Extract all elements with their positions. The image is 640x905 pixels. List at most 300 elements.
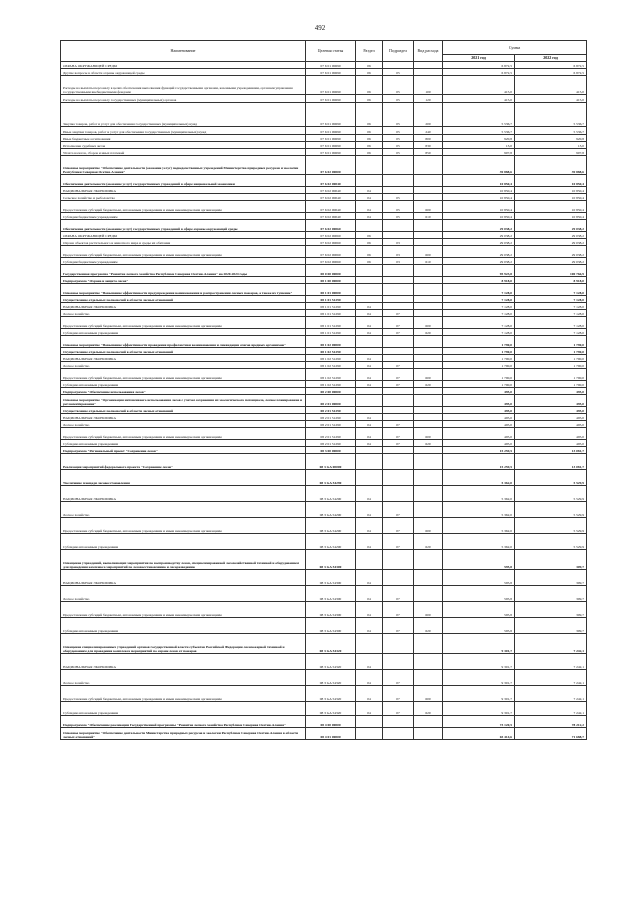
row-target-article: 07 6 02 00060 [306, 246, 356, 258]
row-name: Субсидии бюджетным учреждениям [61, 213, 306, 220]
row-name: Осуществление отдельных полномочий в области лесных отношений [61, 407, 306, 414]
row-section: 04 [356, 187, 383, 194]
row-sum-2022: 29 038,2 [515, 258, 587, 265]
row-expense-type: 620 [414, 329, 443, 336]
row-expense-type [414, 550, 443, 570]
row-expense-type [414, 414, 443, 421]
row-subsection [383, 187, 414, 194]
row-section: 04 [356, 310, 383, 317]
row-expense-type: 610 [414, 258, 443, 265]
row-sum-2022: 1 790,0 [515, 362, 587, 369]
row-section: 06 [356, 127, 383, 135]
row-target-article: 08 3 GA 00000 [306, 454, 356, 470]
row-expense-type [414, 303, 443, 310]
row-target-article: 08 1 02 51290 [306, 355, 356, 362]
row-subsection [383, 277, 414, 284]
row-target-article: 08 3 GA 54290 [306, 534, 356, 550]
row-expense-type [414, 156, 443, 175]
row-sum-2021: 8 918,0 [443, 277, 515, 284]
row-subsection: 07 [383, 602, 414, 618]
row-section [356, 454, 383, 470]
row-sum-2022: 39 888,6 [515, 156, 587, 175]
row-sum-2022: 6 872,5 [515, 69, 587, 76]
row-sum-2021: 15 259,5 [443, 454, 515, 470]
row-subsection [383, 175, 414, 187]
row-expense-type [414, 62, 443, 69]
row-sum-2022: 10 850,4 [515, 213, 587, 220]
table-row [61, 156, 587, 175]
row-sum-2021: 5 536,7 [443, 103, 515, 127]
row-target-article: 07 6 02 00060 [306, 239, 356, 246]
row-section: 04 [356, 421, 383, 428]
table-row [61, 277, 587, 284]
table-row [61, 454, 587, 470]
table-row [61, 421, 587, 428]
table-row [61, 654, 587, 670]
row-subsection: 07 [383, 518, 414, 534]
row-sum-2022: 1 790,0 [515, 355, 587, 362]
row-expense-type [414, 502, 443, 518]
row-section: 06 [356, 95, 383, 103]
row-name: Подпрограмма "Региональный проект "Сохранение лесов" [61, 447, 306, 454]
table-row [61, 258, 587, 265]
table-row [61, 69, 587, 76]
row-target-article: 08 1 02 51290 [306, 381, 356, 388]
row-target-article: 07 6 02 00040 [306, 213, 356, 220]
table-row [61, 239, 587, 246]
table-row [61, 447, 587, 454]
row-name: Субсидии автономным учреждениям [61, 381, 306, 388]
table-row [61, 265, 587, 277]
table-row [61, 232, 587, 239]
row-name: Реализация мероприятий федерального проекта "Сохранение лесов" [61, 454, 306, 470]
row-target-article: 08 3 GA 54320 [306, 654, 356, 670]
row-section: 04 [356, 414, 383, 421]
row-sum-2022: 29 038,2 [515, 232, 587, 239]
row-sum-2021: 1 790,0 [443, 355, 515, 362]
row-section [356, 265, 383, 277]
row-sum-2022: 5 529,9 [515, 470, 587, 486]
row-sum-2022: 7 242,1 [515, 702, 587, 716]
row-sum-2022: 10 850,4 [515, 194, 587, 201]
row-sum-2021: 7 128,0 [443, 329, 515, 336]
row-expense-type [414, 654, 443, 670]
row-expense-type [414, 486, 443, 502]
row-target-article: 07 6 01 00690 [306, 127, 356, 135]
row-name: Подпрограмма "Обеспечение использования лесов" [61, 388, 306, 395]
row-subsection: 07 [383, 670, 414, 686]
row-sum-2021: 29 038,2 [443, 246, 515, 258]
row-section [356, 220, 383, 232]
header-subsection: Подраздел [383, 41, 414, 62]
row-sum-2022: 8 918,0 [515, 277, 587, 284]
row-sum-2022: 495,0 [515, 440, 587, 447]
table-row [61, 175, 587, 187]
row-target-article: 08 0 00 00000 [306, 265, 356, 277]
row-name: Иные бюджетные ассигнования [61, 135, 306, 142]
row-sum-2021: 7 128,0 [443, 284, 515, 296]
row-subsection: 07 [383, 686, 414, 702]
row-sum-2021: 595,8 [443, 550, 515, 570]
row-name: Основное мероприятие "Обеспечение деятельности Министерства природных ресурсов и экологии Республики Северная Осетия-Алания в области лесных отношений" [61, 728, 306, 740]
row-sum-2021: 415,0 [443, 95, 515, 103]
row-target-article: 07 6 01 00690 [306, 135, 356, 142]
row-target-article: 08 1 02 00000 [306, 336, 356, 348]
header-name: Наименование [61, 41, 306, 62]
row-target-article: 08 3 GA 54300 [306, 602, 356, 618]
row-section: 04 [356, 369, 383, 381]
row-section: 06 [356, 62, 383, 69]
row-name: Расходы на выплаты персоналу государственных (муниципальных) органов [61, 95, 306, 103]
row-target-article: 07 6 01 00690 [306, 142, 356, 149]
row-name: Сельское хозяйство и рыболовство [61, 194, 306, 201]
row-section [356, 395, 383, 407]
row-expense-type: 830 [414, 142, 443, 149]
row-target-article: 08 3 GA 54290 [306, 518, 356, 534]
row-expense-type [414, 470, 443, 486]
row-sum-2022: 1 790,0 [515, 369, 587, 381]
row-expense-type [414, 362, 443, 369]
row-sum-2021: 495,0 [443, 407, 515, 414]
row-subsection: 07 [383, 421, 414, 428]
row-subsection: 05 [383, 127, 414, 135]
row-sum-2021: 65 414,6 [443, 728, 515, 740]
row-section: 06 [356, 69, 383, 76]
row-subsection: 05 [383, 213, 414, 220]
row-sum-2022: 29 038,2 [515, 220, 587, 232]
table-row [61, 194, 587, 201]
row-target-article: 08 1 01 00000 [306, 284, 356, 296]
table-row [61, 670, 587, 686]
row-sum-2021: 13,0 [443, 142, 515, 149]
row-sum-2021: 495,0 [443, 440, 515, 447]
row-expense-type [414, 447, 443, 454]
row-target-article: 07 6 01 00690 [306, 62, 356, 69]
row-sum-2022: 415,0 [515, 76, 587, 95]
table-row [61, 716, 587, 728]
row-expense-type: 620 [414, 702, 443, 716]
row-target-article: 07 6 02 00060 [306, 232, 356, 239]
table-body [61, 62, 587, 740]
row-expense-type [414, 220, 443, 232]
row-target-article: 08 2 01 51290 [306, 440, 356, 447]
row-expense-type: 120 [414, 95, 443, 103]
header-expense-type: Вид расхода [414, 41, 443, 62]
row-sum-2022: 495,0 [515, 407, 587, 414]
row-name: Предоставление субсидий бюджетным, автономным учреждениям и иным некоммерческим организациям [61, 317, 306, 329]
row-target-article: 08 2 01 51290 [306, 407, 356, 414]
row-name: НАЦИОНАЛЬНАЯ ЭКОНОМИКА [61, 187, 306, 194]
row-name: Исполнение судебных актов [61, 142, 306, 149]
row-expense-type [414, 310, 443, 317]
row-sum-2021: 10 850,4 [443, 213, 515, 220]
row-expense-type [414, 175, 443, 187]
row-sum-2021: 10 850,4 [443, 175, 515, 187]
row-expense-type: 620 [414, 381, 443, 388]
row-expense-type: 610 [414, 213, 443, 220]
table-row [61, 728, 587, 740]
row-target-article: 08 2 01 51290 [306, 414, 356, 421]
row-name: НАЦИОНАЛЬНАЯ ЭКОНОМИКА [61, 570, 306, 586]
table-row [61, 246, 587, 258]
row-sum-2022: 5 536,7 [515, 127, 587, 135]
row-section [356, 716, 383, 728]
row-target-article: 08 4 00 00000 [306, 716, 356, 728]
row-sum-2021: 9 301,7 [443, 702, 515, 716]
row-subsection [383, 728, 414, 740]
row-expense-type: 600 [414, 686, 443, 702]
table-row [61, 127, 587, 135]
row-sum-2022: 13 081,7 [515, 454, 587, 470]
row-section: 06 [356, 239, 383, 246]
row-target-article: 08 2 01 51290 [306, 421, 356, 428]
row-target-article: 08 3 GA 54290 [306, 486, 356, 502]
row-expense-type [414, 716, 443, 728]
row-sum-2021: 39 888,6 [443, 156, 515, 175]
row-expense-type [414, 355, 443, 362]
row-subsection [383, 407, 414, 414]
row-sum-2022: 10 850,4 [515, 175, 587, 187]
row-name: Подпрограмма "Обеспечение реализации Государственной программы "Развитие лесного хозяйства Республики Северная Осетия-Алания" [61, 716, 306, 728]
row-subsection: 03 [383, 246, 414, 258]
row-name: Предоставление субсидий бюджетным, автономным учреждениям и иным некоммерческим организациям [61, 518, 306, 534]
row-subsection: 03 [383, 239, 414, 246]
table-row [61, 76, 587, 95]
row-sum-2021: 9 301,7 [443, 654, 515, 670]
row-subsection [383, 348, 414, 355]
row-sum-2022: 309,7 [515, 586, 587, 602]
row-subsection [383, 284, 414, 296]
row-section: 04 [356, 486, 383, 502]
row-expense-type [414, 670, 443, 686]
table-row [61, 381, 587, 388]
row-target-article: 08 1 02 51290 [306, 348, 356, 355]
row-sum-2022: 7 128,0 [515, 329, 587, 336]
row-section: 04 [356, 381, 383, 388]
row-sum-2021: 595,8 [443, 602, 515, 618]
row-subsection [383, 62, 414, 69]
row-name: Субсидии автономным учреждениям [61, 618, 306, 634]
row-sum-2022: 495,0 [515, 414, 587, 421]
table-row [61, 303, 587, 310]
row-subsection [383, 570, 414, 586]
row-sum-2022: 7 242,1 [515, 634, 587, 654]
row-name: Лесное хозяйство [61, 670, 306, 686]
row-subsection: 07 [383, 310, 414, 317]
row-section: 04 [356, 618, 383, 634]
row-expense-type: 620 [414, 534, 443, 550]
row-sum-2022: 1 790,0 [515, 336, 587, 348]
row-sum-2022: 495,0 [515, 428, 587, 440]
row-subsection [383, 395, 414, 407]
row-subsection [383, 220, 414, 232]
row-expense-type [414, 239, 443, 246]
table-row [61, 201, 587, 213]
row-subsection [383, 265, 414, 277]
row-section [356, 296, 383, 303]
row-target-article: 08 2 01 00000 [306, 395, 356, 407]
row-section [356, 277, 383, 284]
row-name: Предоставление субсидий бюджетным, автономным учреждениям и иным некоммерческим организациям [61, 602, 306, 618]
row-name: Лесное хозяйство [61, 586, 306, 602]
table-row [61, 348, 587, 355]
row-target-article: 08 1 01 51290 [306, 329, 356, 336]
row-sum-2021: 5 362,0 [443, 502, 515, 518]
row-name: Субсидии автономным учреждениям [61, 440, 306, 447]
row-target-article: 08 3 GA 54290 [306, 502, 356, 518]
row-expense-type [414, 265, 443, 277]
row-name: Расходы на выплаты персоналу в целях обеспечения выполнения функций государственными органами, казенными учреждениями, органами управления государственными внебюджетными фондами [61, 76, 306, 95]
row-name: ОХРАНА ОКРУЖАЮЩЕЙ СРЕДЫ [61, 62, 306, 69]
row-sum-2021: 29 038,2 [443, 232, 515, 239]
row-expense-type: 200 [414, 103, 443, 127]
row-sum-2021: 7 128,0 [443, 310, 515, 317]
row-subsection [383, 454, 414, 470]
budget-table [60, 40, 587, 740]
table-row [61, 602, 587, 618]
table-row [61, 95, 587, 103]
row-sum-2022: 29 038,2 [515, 246, 587, 258]
row-name: Уплата налогов, сборов и иных платежей [61, 149, 306, 156]
row-subsection [383, 232, 414, 239]
row-section: 06 [356, 246, 383, 258]
row-subsection [383, 486, 414, 502]
row-name: Охрана объектов растительного и животного мира и среды их обитания [61, 239, 306, 246]
row-sum-2021: 5 536,7 [443, 127, 515, 135]
row-sum-2021: 6 872,5 [443, 69, 515, 76]
row-sum-2022: 495,0 [515, 395, 587, 407]
table-row [61, 440, 587, 447]
row-sum-2022: 13,0 [515, 142, 587, 149]
row-section: 06 [356, 258, 383, 265]
row-expense-type [414, 194, 443, 201]
table-row [61, 284, 587, 296]
row-name: Лесное хозяйство [61, 362, 306, 369]
row-section: 04 [356, 355, 383, 362]
row-target-article: 07 6 02 00040 [306, 201, 356, 213]
row-section [356, 728, 383, 740]
row-name: Иные закупки товаров, работ и услуг для обеспечения государственных (муниципальных) нужд [61, 127, 306, 135]
row-subsection: 03 [383, 258, 414, 265]
row-name: Лесное хозяйство [61, 310, 306, 317]
row-section: 04 [356, 329, 383, 336]
row-sum-2022: 920,8 [515, 135, 587, 142]
row-subsection [383, 654, 414, 670]
row-sum-2021: 15 259,5 [443, 447, 515, 454]
row-subsection: 07 [383, 618, 414, 634]
table-row [61, 355, 587, 362]
row-name: Субсидии автономным учреждениям [61, 702, 306, 716]
row-sum-2021: 10 850,4 [443, 187, 515, 194]
row-sum-2021: 29 038,2 [443, 220, 515, 232]
row-name: Лесное хозяйство [61, 421, 306, 428]
row-expense-type [414, 232, 443, 239]
row-name: НАЦИОНАЛЬНАЯ ЭКОНОМИКА [61, 303, 306, 310]
row-expense-type [414, 728, 443, 740]
row-target-article: 08 3 GA 54320 [306, 702, 356, 716]
row-subsection [383, 550, 414, 570]
row-expense-type: 850 [414, 149, 443, 156]
row-sum-2022: 10 850,4 [515, 201, 587, 213]
header-section: Раздел [356, 41, 383, 62]
row-subsection: 07 [383, 329, 414, 336]
row-section [356, 447, 383, 454]
table-row [61, 414, 587, 421]
row-expense-type [414, 69, 443, 76]
row-subsection: 05 [383, 149, 414, 156]
row-sum-2022: 309,7 [515, 618, 587, 634]
row-section [356, 550, 383, 570]
row-name: Основное мероприятие "Повышение эффективности проведения профилактики возникновения и ликвидации очагов вредных организмов" [61, 336, 306, 348]
table-row [61, 702, 587, 716]
table-row [61, 618, 587, 634]
table-row [61, 329, 587, 336]
row-section: 04 [356, 201, 383, 213]
row-sum-2022: 5 529,9 [515, 502, 587, 518]
row-sum-2022: 309,7 [515, 602, 587, 618]
row-target-article: 08 4 01 00000 [306, 728, 356, 740]
row-sum-2021: 9 301,7 [443, 634, 515, 654]
row-target-article: 07 6 01 00690 [306, 103, 356, 127]
row-expense-type: 600 [414, 317, 443, 329]
row-subsection [383, 336, 414, 348]
row-expense-type: 600 [414, 201, 443, 213]
row-subsection: 07 [383, 534, 414, 550]
row-sum-2021: 5 362,0 [443, 518, 515, 534]
row-sum-2022: 7 242,1 [515, 670, 587, 686]
row-sum-2022: 71 688,7 [515, 728, 587, 740]
table-row [61, 135, 587, 142]
row-sum-2021: 5 362,0 [443, 470, 515, 486]
row-sum-2021: 9 301,7 [443, 686, 515, 702]
row-sum-2021: 29 038,2 [443, 258, 515, 265]
row-section [356, 175, 383, 187]
row-name: НАЦИОНАЛЬНАЯ ЭКОНОМИКА [61, 414, 306, 421]
row-section [356, 348, 383, 355]
table-row [61, 470, 587, 486]
row-sum-2021: 595,8 [443, 618, 515, 634]
row-sum-2022: 5 529,9 [515, 486, 587, 502]
row-expense-type: 620 [414, 618, 443, 634]
row-target-article: 08 1 02 51290 [306, 362, 356, 369]
row-sum-2021: 1 790,0 [443, 348, 515, 355]
table-row [61, 362, 587, 369]
row-sum-2022: 100 766,9 [515, 265, 587, 277]
row-section: 06 [356, 76, 383, 95]
row-name: Основное мероприятие "Повышение эффективности предупреждения возникновения и распространения лесных пожаров, а также их тушение" [61, 284, 306, 296]
row-sum-2021: 1 790,0 [443, 369, 515, 381]
row-target-article: 08 1 01 51290 [306, 317, 356, 329]
row-subsection: 07 [383, 440, 414, 447]
row-sum-2021: 7 128,0 [443, 303, 515, 310]
table-row [61, 634, 587, 654]
row-expense-type: 800 [414, 135, 443, 142]
row-target-article: 07 6 02 00000 [306, 156, 356, 175]
row-sum-2021: 73 120,5 [443, 716, 515, 728]
row-sum-2022: 495,0 [515, 388, 587, 395]
row-section: 04 [356, 440, 383, 447]
row-sum-2021: 495,0 [443, 421, 515, 428]
table-row [61, 310, 587, 317]
row-subsection: 07 [383, 702, 414, 716]
row-sum-2022: 13 081,7 [515, 447, 587, 454]
row-name: Оснащение учреждений, выполняющих мероприятия по воспроизводству лесов, специализированной лесохозяйственной техникой и оборудованием для проведения комплекса мероприятий по лесовосстановлению и лесоразведению [61, 550, 306, 570]
table-row [61, 317, 587, 329]
row-subsection: 07 [383, 362, 414, 369]
row-section: 04 [356, 702, 383, 716]
row-sum-2022: 6 872,5 [515, 62, 587, 69]
row-subsection [383, 296, 414, 303]
